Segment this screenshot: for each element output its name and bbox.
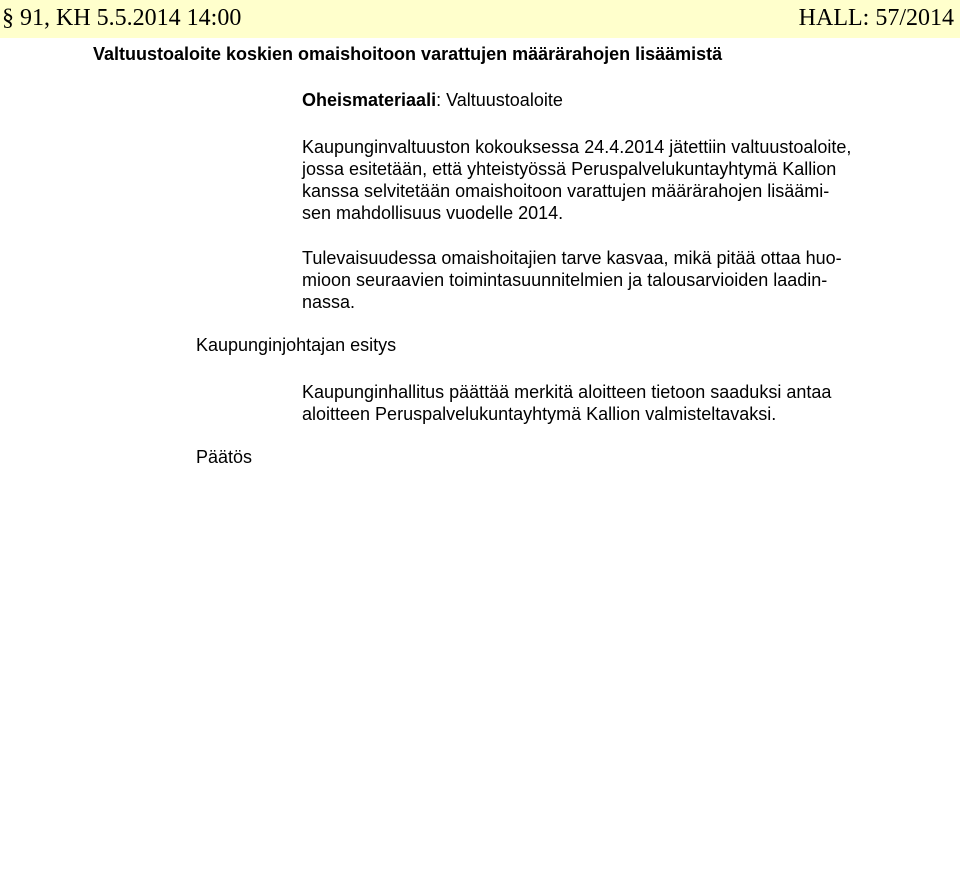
paragraph-future-needs	[302, 247, 842, 313]
meeting-header-bar	[0, 0, 960, 38]
paragraph-line: Kaupunginhallitus päättää merkitä aloitteen tietoon saaduksi antaa	[302, 382, 832, 402]
paragraph-line: Tulevaisuudessa omaishoitajien tarve kasvaa, mikä pitää ottaa huo-	[302, 248, 842, 268]
proposal-label: Kaupunginjohtajan esitys	[196, 335, 397, 355]
attachment-separator: :	[436, 90, 447, 110]
paragraph-line: aloitteen Peruspalvelukuntayhtymä Kallion valmisteltavaksi.	[302, 404, 777, 424]
paragraph-line: Kaupunginvaltuuston kokouksessa 24.4.2014 jätettiin valtuustoaloite,	[302, 137, 852, 157]
attachment-value: Valtuustoaloite	[446, 90, 563, 110]
paragraph-initiative	[302, 136, 851, 224]
document-title: Valtuustoaloite koskien omaishoitoon varattujen määrärahojen lisäämistä	[93, 44, 723, 64]
paragraph-proposal	[302, 381, 831, 425]
paragraph-line: kanssa selvitetään omaishoitoon varattujen määrärahojen lisäämi-	[302, 181, 830, 201]
attachment-label: Oheismateriaali	[302, 90, 437, 110]
paragraph-line: jossa esitetään, että yhteistyössä Peruspalvelukuntayhtymä Kallion	[302, 159, 837, 179]
paragraph-line: nassa.	[302, 292, 356, 312]
paragraph-line: sen mahdollisuus vuodelle 2014.	[302, 203, 564, 223]
decision-label: Päätös	[196, 447, 253, 467]
attachment-line	[302, 90, 563, 111]
meeting-reference: § 91, KH 5.5.2014 14:00	[2, 5, 242, 31]
paragraph-line: mioon seuraavien toimintasuunnitelmien ja talousarvioiden laadin-	[302, 270, 828, 290]
case-id: HALL: 57/2014	[798, 5, 954, 31]
